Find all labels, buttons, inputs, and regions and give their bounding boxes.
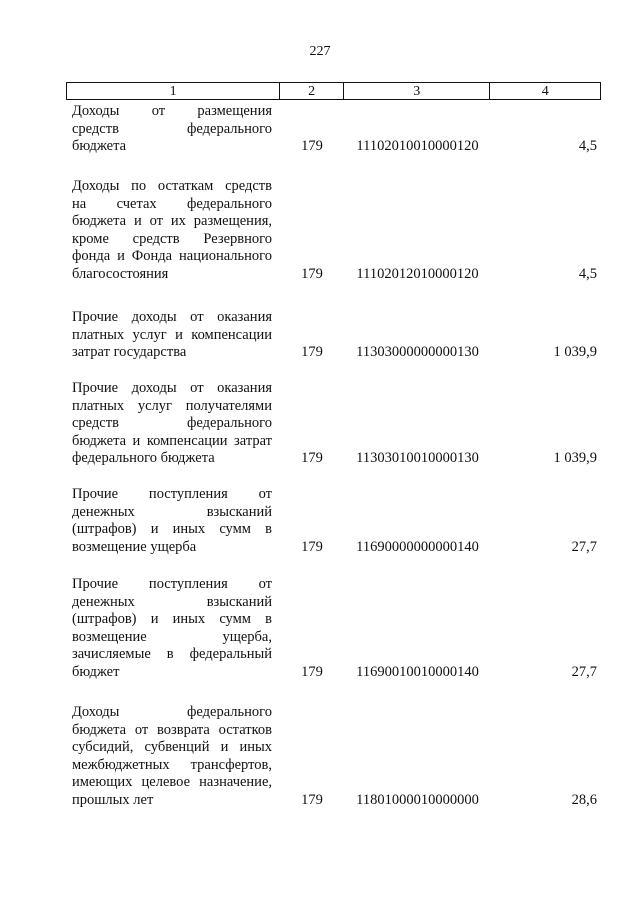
description-line: прошлых лет <box>72 791 154 808</box>
row-amount: 4,5 <box>578 266 597 282</box>
row-code: 179 <box>301 266 323 282</box>
header-col-1: 1 <box>67 83 280 99</box>
row-description <box>72 103 272 156</box>
row-description <box>72 704 272 810</box>
description-line: имеющих целевое назначение, <box>72 774 272 791</box>
row-amount: 27,7 <box>571 664 597 680</box>
table-header <box>66 82 601 100</box>
row-code: 179 <box>301 538 323 555</box>
description-line: средств федерального <box>72 120 272 137</box>
row-kbk: 11102012010000120 <box>356 266 479 282</box>
row-kbk: 11690000000000140 <box>356 538 479 555</box>
row-description <box>72 178 272 284</box>
table-row <box>66 576 601 682</box>
description-line: (штрафов) и иных сумм в <box>72 521 272 538</box>
row-kbk: 11801000010000000 <box>356 792 479 808</box>
row-kbk: 11303010010000130 <box>356 450 479 467</box>
description-line: средств федерального <box>72 415 272 432</box>
description-line: бюджета <box>72 138 127 155</box>
description-line: денежных взысканий <box>72 503 272 520</box>
header-col-2: 2 <box>280 83 344 99</box>
description-line: возмещение ущерба, <box>72 628 272 645</box>
row-kbk: 11102010010000120 <box>356 138 479 155</box>
row-kbk: 11303000000000130 <box>356 344 479 361</box>
page-number: 227 <box>309 44 331 59</box>
row-description <box>72 576 272 682</box>
table-row <box>66 486 601 556</box>
row-code: 179 <box>301 138 323 155</box>
description-line: кроме средств Резервного <box>72 230 272 247</box>
description-line: Прочие доходы от оказания <box>72 380 272 396</box>
description-line: благосостояния <box>72 265 169 282</box>
description-line: бюджета и от их размещения, <box>72 213 272 230</box>
row-code: 179 <box>301 344 323 361</box>
row-description <box>72 309 272 362</box>
description-line: бюджета и компенсации затрат <box>72 432 272 449</box>
row-code: 179 <box>301 664 323 680</box>
row-amount: 28,6 <box>571 792 597 808</box>
row-code: 179 <box>301 792 323 808</box>
description-line: Прочие доходы от оказания <box>72 309 272 325</box>
row-kbk: 11690010010000140 <box>356 664 479 680</box>
description-line: денежных взысканий <box>72 593 272 610</box>
description-line: затрат государства <box>72 344 187 361</box>
description-line: платных услуг и компенсации <box>72 326 272 343</box>
description-line: Доходы от размещения <box>72 103 272 119</box>
header-col-4: 4 <box>541 84 549 99</box>
row-amount: 1 039,9 <box>553 450 597 467</box>
table-row <box>66 103 601 156</box>
description-line: Прочие поступления от <box>72 576 272 592</box>
table-row <box>66 309 601 362</box>
description-line: фонда и Фонда национального <box>72 248 272 265</box>
description-line: возмещение ущерба <box>72 538 197 555</box>
table-row <box>66 704 601 810</box>
row-description <box>72 486 272 556</box>
description-line: субсидий, субвенций и иных <box>72 739 272 756</box>
header-col-3: 3 <box>344 83 490 99</box>
description-line: бюджета от возврата остатков <box>72 721 272 738</box>
description-line: Доходы федерального <box>72 704 272 720</box>
description-line: Доходы по остаткам средств <box>72 178 272 194</box>
row-amount: 1 039,9 <box>553 344 597 361</box>
table-row <box>66 178 601 284</box>
row-amount: 27,7 <box>571 538 597 555</box>
row-amount: 4,5 <box>578 138 597 155</box>
description-line: платных услуг получателями <box>72 397 272 414</box>
description-line: зачисляемые в федеральный <box>72 646 272 663</box>
description-line: межбюджетных трансфертов, <box>72 756 272 773</box>
row-description <box>72 380 272 468</box>
description-line: на счетах федерального <box>72 195 272 212</box>
description-line: (штрафов) и иных сумм в <box>72 611 272 628</box>
description-line: федерального бюджета <box>72 450 215 467</box>
description-line: бюджет <box>72 663 120 680</box>
description-line: Прочие поступления от <box>72 486 272 502</box>
row-code: 179 <box>301 450 323 467</box>
table-row <box>66 380 601 468</box>
